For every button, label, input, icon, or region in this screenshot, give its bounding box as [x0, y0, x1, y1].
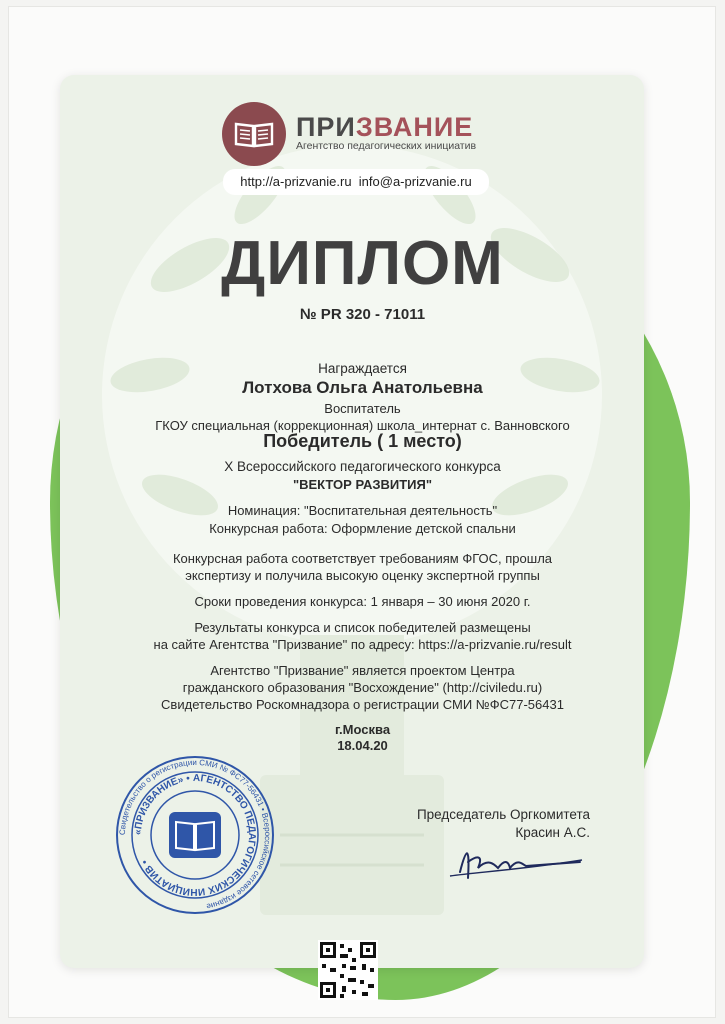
agency-line-2: гражданского образования "Восхождение" (http://civiledu.ru): [182, 680, 543, 695]
compliance-line-2: экспертизу и получила высокую оценку экспертной группы: [185, 568, 540, 583]
open-book-icon: [222, 102, 286, 166]
award-place: Победитель ( 1 место): [263, 431, 462, 451]
results-line-2: на сайте Агентства "Призвание" по адресу: https://a-prizvanie.ru/result: [153, 637, 572, 652]
issue-date: 18.04.20: [337, 738, 388, 753]
signer-role: Председатель Оргкомитета: [416, 807, 590, 822]
logo-tagline: Агентство педагогических инициатив: [296, 140, 477, 152]
logo-word-part1: ПРИ: [296, 112, 356, 142]
logo-badge: [222, 102, 286, 166]
qr-code-icon: [318, 940, 378, 1000]
recipient-name: Лотхова Ольга Анатольевна: [242, 378, 483, 397]
recipient-organization: ГКОУ специальная (коррекционная) школа_интернат с. Ванновского: [155, 418, 570, 433]
diploma-number: № PR 320 - 71011: [299, 306, 426, 323]
agency-line-3: Свидетельство Роскомнадзора о регистрации СМИ №ФС77-56431: [161, 697, 564, 712]
handwritten-signature: [448, 838, 588, 884]
city: г.Москва: [334, 722, 391, 737]
contacts-bar: [223, 169, 489, 195]
compliance-line-1: Конкурсная работа соответствует требованиям ФГОС, прошла: [172, 551, 553, 566]
stamp-inner-text: «ПРИЗВАНИЕ» • АГЕНТСТВО ПЕДАГОГИЧЕСКИХ ИНИЦИАТИВ •: [132, 772, 258, 898]
email-link[interactable]: info@a-prizvanie.ru: [358, 174, 472, 189]
awarded-label: Награждается: [318, 361, 407, 376]
signature-block: [390, 806, 590, 842]
contest-title: X Всероссийского педагогического конкурса: [224, 459, 501, 474]
website-link[interactable]: http://a-prizvanie.ru: [240, 174, 352, 189]
recipient-position: Воспитатель: [324, 401, 401, 416]
results-line-1: Результаты конкурса и список победителей размещены: [194, 620, 531, 635]
logo-word-part2: ЗВАНИЕ: [355, 112, 474, 142]
diploma-title: ДИПЛОМ: [221, 229, 504, 298]
official-stamp: [114, 754, 276, 916]
contest-dates: Сроки проведения конкурса: 1 января – 30 июня 2020 г.: [194, 594, 531, 609]
contest-name: "ВЕКТОР РАЗВИТИЯ": [292, 477, 433, 492]
logo-wordmark: [296, 112, 473, 143]
stamp-outer-text: Свидетельство о регистрации СМИ № ФС77-56431 • Всероссийское сетевое издание: [117, 757, 273, 912]
agency-line-1: Агентство "Призвание" является проектом Центра: [210, 663, 515, 678]
nomination: Номинация: "Воспитательная деятельность": [227, 503, 498, 518]
contest-work: Конкурсная работа: Оформление детской спальни: [209, 521, 516, 536]
signer-name: Красин А.С.: [515, 825, 590, 840]
